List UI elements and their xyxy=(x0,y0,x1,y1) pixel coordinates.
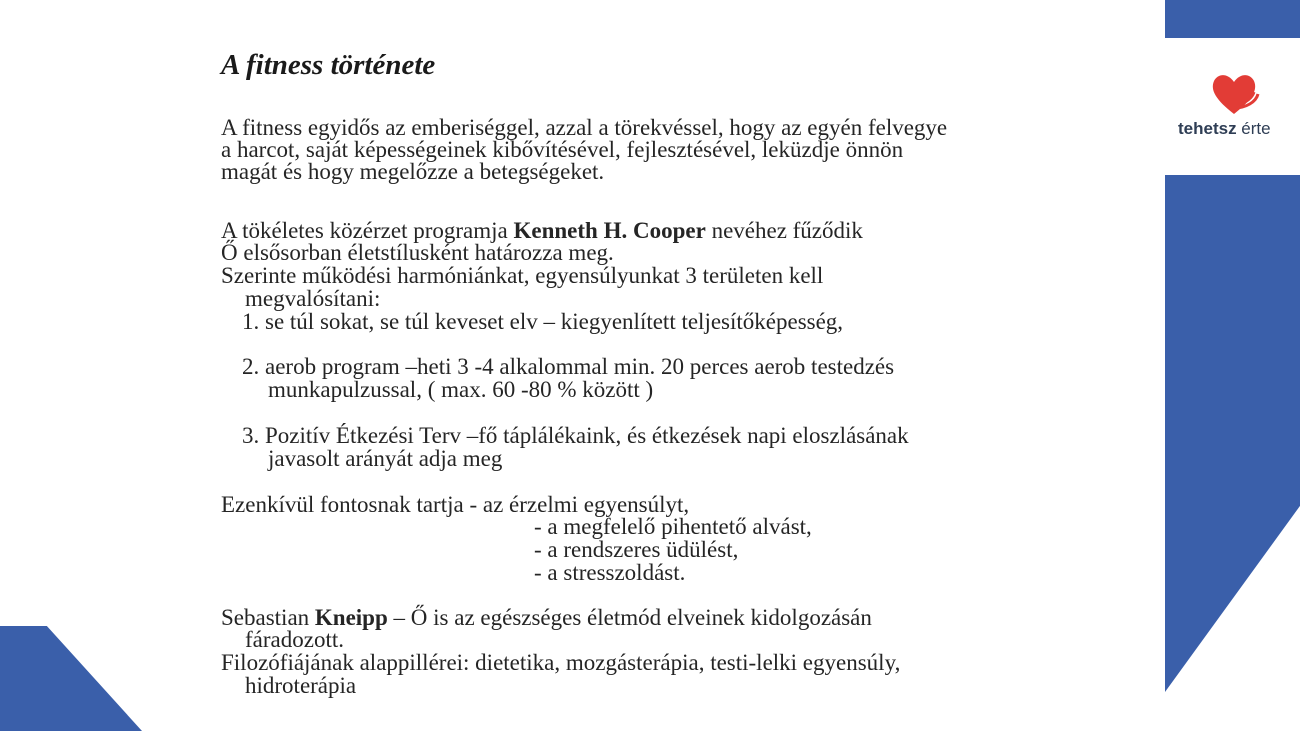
cooper-line-1: A tökéletes közérzet programja Kenneth H. Cooper nevéhez fűződik xyxy=(221,218,863,243)
top-right-accent-bar xyxy=(1165,0,1300,38)
list-item-3-cont: javasolt arányát adja meg xyxy=(268,446,503,471)
brand-name: tehetsz érte xyxy=(1178,119,1271,138)
list-item-2-cont: munkapulzussal, ( max. 60 -80 % között ) xyxy=(268,377,654,402)
cooper-line-2: Ő elsősorban életstílusként határozza meg. xyxy=(221,240,614,265)
list-item-1: 1. se túl sokat, se túl keveset elv – kiegyenlített teljesítőképesség, xyxy=(242,309,844,334)
kneipp-line-1: Sebastian Kneipp – Ő is az egészséges életmód elveinek kidolgozásán xyxy=(221,605,872,630)
also-item-holiday: - a rendszeres üdülést, xyxy=(534,537,739,562)
slide-title: A fitness története xyxy=(221,49,436,81)
also-item-sleep: - a megfelelő pihentető alvást, xyxy=(534,514,812,539)
heart-icon xyxy=(1208,70,1260,116)
intro-line-3: magát és hogy megelőzze a betegségeket. xyxy=(221,159,605,184)
also-line-1: Ezenkívül fontosnak tartja - az érzelmi egyensúlyt, xyxy=(221,492,690,517)
intro-line-1: A fitness egyidős az emberiséggel, azzal a törekvéssel, hogy az egyén felvegye xyxy=(221,115,948,140)
list-item-2: 2. aerob program –heti 3 -4 alkalommal min. 20 perces aerob testedzés xyxy=(242,354,895,379)
cooper-line-4: megvalósítani: xyxy=(245,286,381,311)
kneipp-name: Kneipp xyxy=(314,605,388,630)
cooper-name: Kenneth H. Cooper xyxy=(513,218,706,243)
kneipp-line-3: Filozófiájának alappillérei: dietetika, mozgásterápia, testi-lelki egyensúly, xyxy=(221,650,901,675)
kneipp-line-2: fáradozott. xyxy=(245,627,344,652)
bottom-left-accent-triangle xyxy=(0,626,142,731)
intro-line-2: a harcot, saját képességeinek kibővítésével, fejlesztésével, leküzdje önnön xyxy=(221,137,904,162)
brand-logo xyxy=(1172,70,1296,140)
kneipp-line-4: hidroterápia xyxy=(245,673,357,698)
right-accent-panel xyxy=(1165,175,1300,692)
also-item-stress: - a stresszoldást. xyxy=(534,560,686,585)
cooper-line-3: Szerinte működési harmóniánkat, egyensúlyunkat 3 területen kell xyxy=(221,263,824,288)
list-item-3: 3. Pozitív Étkezési Terv –fő táplálékaink, és étkezések napi eloszlásának xyxy=(242,423,909,448)
